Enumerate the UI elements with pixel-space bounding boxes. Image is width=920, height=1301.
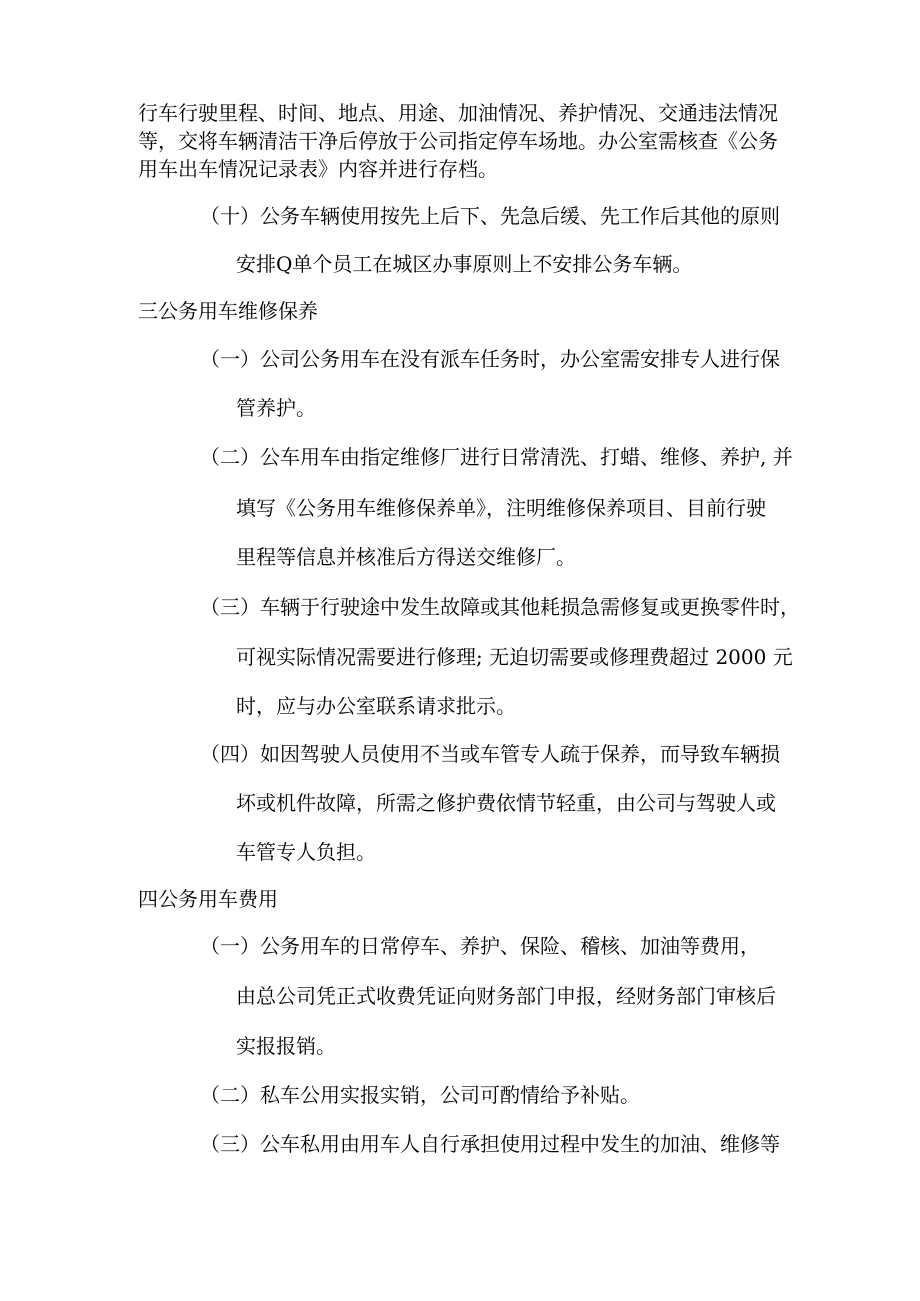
paragraph-line: 等，交将车辆清洁干净后停放于公司指定停车场地。办公室需核查《公务 xyxy=(138,129,778,153)
paragraph-line: 由总公司凭正式收费凭证向财务部门申报，经财务部门审核后 xyxy=(236,984,776,1008)
paragraph-line: 填写《公务用车维修保养单》，注明维修保养项目、目前行驶 xyxy=(236,496,766,520)
paragraph-line: 坏或机件故障，所需之修护费依情节轻重，由公司与驾驶人或 xyxy=(236,791,776,815)
paragraph-line: （一）公司公务用车在没有派车任务时，办公室需安排专人进行保 xyxy=(200,347,780,371)
paragraph-line: 行车行驶里程、时间、地点、用途、加油情况、养护情况、交通违法情况 xyxy=(138,101,778,125)
paragraph-line: 可视实际情况需要进行修理; 无迫切需要或修理费超过 2000 元 xyxy=(236,645,793,669)
paragraph-line: （十）公务车辆使用按先上后下、先急后缓、先工作后其他的原则 xyxy=(200,204,780,228)
paragraph-line: 实报报销。 xyxy=(236,1034,336,1058)
paragraph-line: （三）公车私用由用车人自行承担使用过程中发生的加油、维修等 xyxy=(200,1132,780,1156)
paragraph-line: （二）私车公用实报实销，公司可酌情给予补贴。 xyxy=(200,1083,640,1107)
paragraph-line: （三）车辆于行驶途中发生故障或其他耗损急需修复或更换零件时， xyxy=(200,595,800,619)
paragraph-line: 管养护。 xyxy=(236,396,316,420)
paragraph-line: 里程等信息并核准后方得送交维修厂。 xyxy=(236,545,576,569)
paragraph-line: 车管专人负担。 xyxy=(236,840,376,864)
paragraph-line: （二）公车用车由指定维修厂进行日常清洗、打蜡、维修、养护, 并 xyxy=(200,445,793,469)
paragraph-line: （四）如因驾驶人员使用不当或车管专人疏于保养，而导致车辆损 xyxy=(200,742,780,766)
paragraph-line: 时，应与办公室联系请求批示。 xyxy=(236,694,516,718)
paragraph-line: （一）公务用车的日常停车、养护、保险、稽核、加油等费用， xyxy=(200,934,760,958)
paragraph-line: 安排Q单个员工在城区办事原则上不安排公务车辆。 xyxy=(236,252,693,276)
section-heading: 三公务用车维修保养 xyxy=(138,299,318,323)
section-heading: 四公务用车费用 xyxy=(138,887,278,911)
paragraph-line: 用车出车情况记录表》内容并进行存档。 xyxy=(138,157,498,181)
